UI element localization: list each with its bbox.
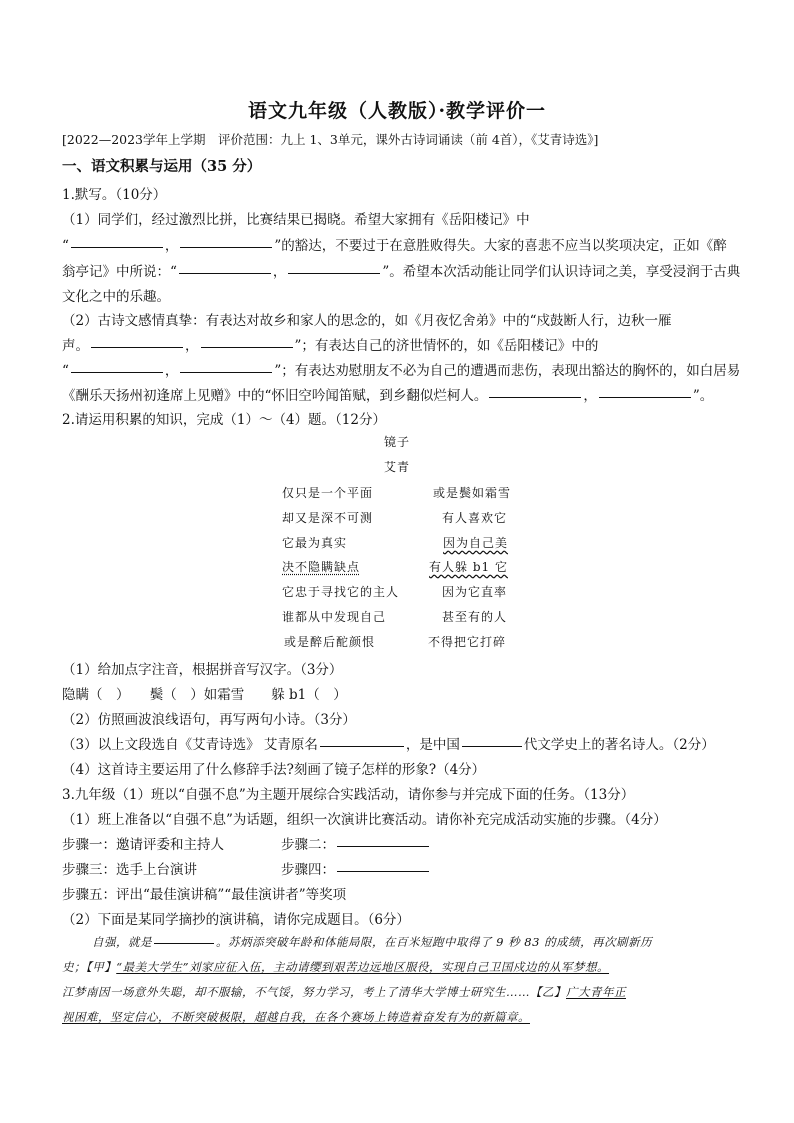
answer-blank[interactable] <box>337 870 429 872</box>
underlined-sentence-b: 广大青年正 <box>566 985 626 999</box>
q1-heading: 1.默写。（10分） <box>62 187 167 203</box>
q1-part2-line3 <box>62 359 740 379</box>
answer-blank[interactable] <box>599 396 691 398</box>
poem-line: 谁都从中发现自己 <box>282 610 387 624</box>
poem-line: 不得把它打碎 <box>428 635 507 649</box>
q1-part2-line1: （2）古诗文感情真挚：有表达对故乡和家人的思念的，如《月夜忆舍弟》中的“戍鼓断人行，边秋一雁 <box>62 313 672 329</box>
speech-line-1 <box>92 934 652 950</box>
q2-sub4: （4）这首诗主要运用了什么修辞手法?刻画了镜子怎样的形象?（4分） <box>62 762 486 778</box>
q1-part1-line1: （1）同学们，经过激烈比拼，比赛结果已揭晓。希望大家拥有《岳阳楼记》中 <box>62 212 530 228</box>
text: ”；有表达劝慰朋友不必为自己的遭遇而悲伤，表现出豁达的胸怀的，如白居易 <box>274 363 741 379</box>
text: ”。 <box>692 388 714 404</box>
text: 声。 <box>62 338 89 354</box>
q3-sub1: （1）班上准备以“自强不息”为话题，组织一次演讲比赛活动。请你补充完成活动实施的步骤。（4分） <box>62 812 667 828</box>
poem-line: 因为它直率 <box>442 585 508 599</box>
poem-line: 或是醉后酡颜恨 <box>284 635 376 649</box>
poem-line: 有人喜欢它 <box>442 511 508 525</box>
q2-sub2: （2）仿照画波浪线语句，再写两句小诗。（3分） <box>62 712 356 728</box>
poem-line <box>429 558 508 575</box>
text: 江梦南因一场意外失聪，却不服输，不气馁，努力学习，考上了清华大学博士研究生……【乙】 <box>62 985 566 999</box>
poem-line: 却又是深不可测 <box>282 511 374 525</box>
answer-blank[interactable] <box>201 346 293 348</box>
q2-sub3 <box>62 733 715 753</box>
text: ”的豁达，不要过于在意胜败得失。大家的喜悲不应当以奖项决定，正如《醉 <box>274 238 727 254</box>
answer-blank[interactable] <box>462 745 522 747</box>
poem-line: 或是鬓如霜雪 <box>433 486 512 500</box>
answer-blank[interactable] <box>337 845 429 847</box>
text: 翁亭记》中所说：“ <box>62 264 177 280</box>
text: 步骤二： <box>281 837 335 853</box>
q1-part1-line2 <box>62 234 727 254</box>
text: （3）以上文段选自《艾青诗选》 艾青原名 <box>62 737 318 753</box>
text: 《酬乐天扬州初逢席上见赠》中的“怀旧空吟闻笛赋，到乡翻似烂柯人。 <box>62 388 488 404</box>
q3-heading: 3.九年级（1）班以“自强不息”为主题开展综合实践活动，请你参与并完成下面的任务。（13分） <box>62 787 635 803</box>
speech-line-4 <box>62 1009 530 1025</box>
text: ， <box>185 338 199 354</box>
answer-blank[interactable] <box>154 942 214 944</box>
q3-sub2: （2）下面是某同学摘抄的演讲稿，请你完成题目。（6分） <box>62 912 410 928</box>
poem-line-text: 有人躲 b1 它 <box>429 560 508 574</box>
answer-blank[interactable] <box>320 745 404 747</box>
answer-blank[interactable] <box>489 396 581 398</box>
answer-blank[interactable] <box>180 246 272 248</box>
text: ， <box>272 264 287 280</box>
answer-blank[interactable] <box>71 246 163 248</box>
text: “ <box>62 238 69 254</box>
answer-blank[interactable] <box>91 346 183 348</box>
text: ， <box>583 388 597 404</box>
section-heading: 一、语文积累与运用（35 分） <box>62 158 262 175</box>
poem-line: 仅只是一个平面 <box>282 486 374 500</box>
step-5: 步骤五：评出“最佳演讲稿”“最佳演讲者”等奖项 <box>62 887 347 903</box>
answer-blank[interactable] <box>71 371 163 373</box>
text: 步骤四： <box>281 862 335 878</box>
poem-author: 艾青 <box>384 460 411 474</box>
q1-part1-line3 <box>62 260 740 280</box>
q2-sub1: （1）给加点字注音，根据拼音写汉字。（3分） <box>62 662 343 678</box>
q2-heading: 2.请运用积累的知识，完成（1）～（4）题。（12分） <box>62 412 386 428</box>
text: ”。希望本次活动能让同学们认识诗词之美，享受浸润于古典 <box>382 264 741 280</box>
text: 自强，就是 <box>92 935 152 949</box>
text: “ <box>62 363 69 379</box>
speech-line-3 <box>62 984 626 1000</box>
page-title: 语文九年级（人教版）·教学评价一 <box>247 100 547 122</box>
poem-line: 甚至有的人 <box>442 610 508 624</box>
answer-blank[interactable] <box>288 272 380 274</box>
text: ， <box>164 363 179 379</box>
answer-blank[interactable] <box>179 272 271 274</box>
step-3: 步骤三：选手上台演讲 <box>62 862 197 878</box>
text: 史；【甲】 <box>62 960 117 974</box>
underlined-sentence-a: “最美大学生”刘家应征入伍，主动请缨到艰苦边远地区服役，实现自己卫国戍边的从军梦想。 <box>116 960 610 974</box>
poem-line <box>282 558 360 575</box>
exam-scope: [2022—2023学年上学期 评价范围：九上 1、3单元，课外古诗词诵读（前 4首），《艾青诗选》] <box>62 132 599 147</box>
q1-part1-line4: 文化之中的乐趣。 <box>62 289 170 305</box>
text: 。苏炳添突破年龄和体能局限，在百米短跑中取得了 9 秒 83 的成绩，再次刷新历 <box>216 935 653 949</box>
text: ， <box>164 238 179 254</box>
q1-part2-line2 <box>62 334 598 354</box>
q2-sub1-items: 隐瞒（ ） 鬓（ ）如霜雪 躲 b1（ ） <box>62 687 347 703</box>
step-4 <box>281 858 431 878</box>
text: ”；有表达自己的济世情怀的，如《岳阳楼记》中的 <box>294 338 599 354</box>
poem-line-text: 因为自己美 <box>443 536 509 550</box>
answer-blank[interactable] <box>180 371 272 373</box>
poem-line: 它忠于寻找它的主人 <box>282 585 400 599</box>
step-1: 步骤一：邀请评委和主持人 <box>62 837 224 853</box>
q1-part2-line4 <box>62 384 713 404</box>
poem-title: 镜子 <box>384 435 411 449</box>
text: 代文学史上的著名诗人。（2分） <box>523 737 715 753</box>
step-2 <box>281 833 431 853</box>
poem-line <box>443 534 508 551</box>
speech-line-2 <box>62 959 609 975</box>
text: ，是中国 <box>405 737 460 753</box>
poem-line-text: 决不隐瞒缺点 <box>282 560 361 574</box>
underlined-sentence-b-cont: 视困难，坚定信心，不断突破极限，超越自我，在各个赛场上铸造着奋发有为的新篇章。 <box>62 1010 530 1024</box>
poem-line: 它最为真实 <box>282 536 348 550</box>
